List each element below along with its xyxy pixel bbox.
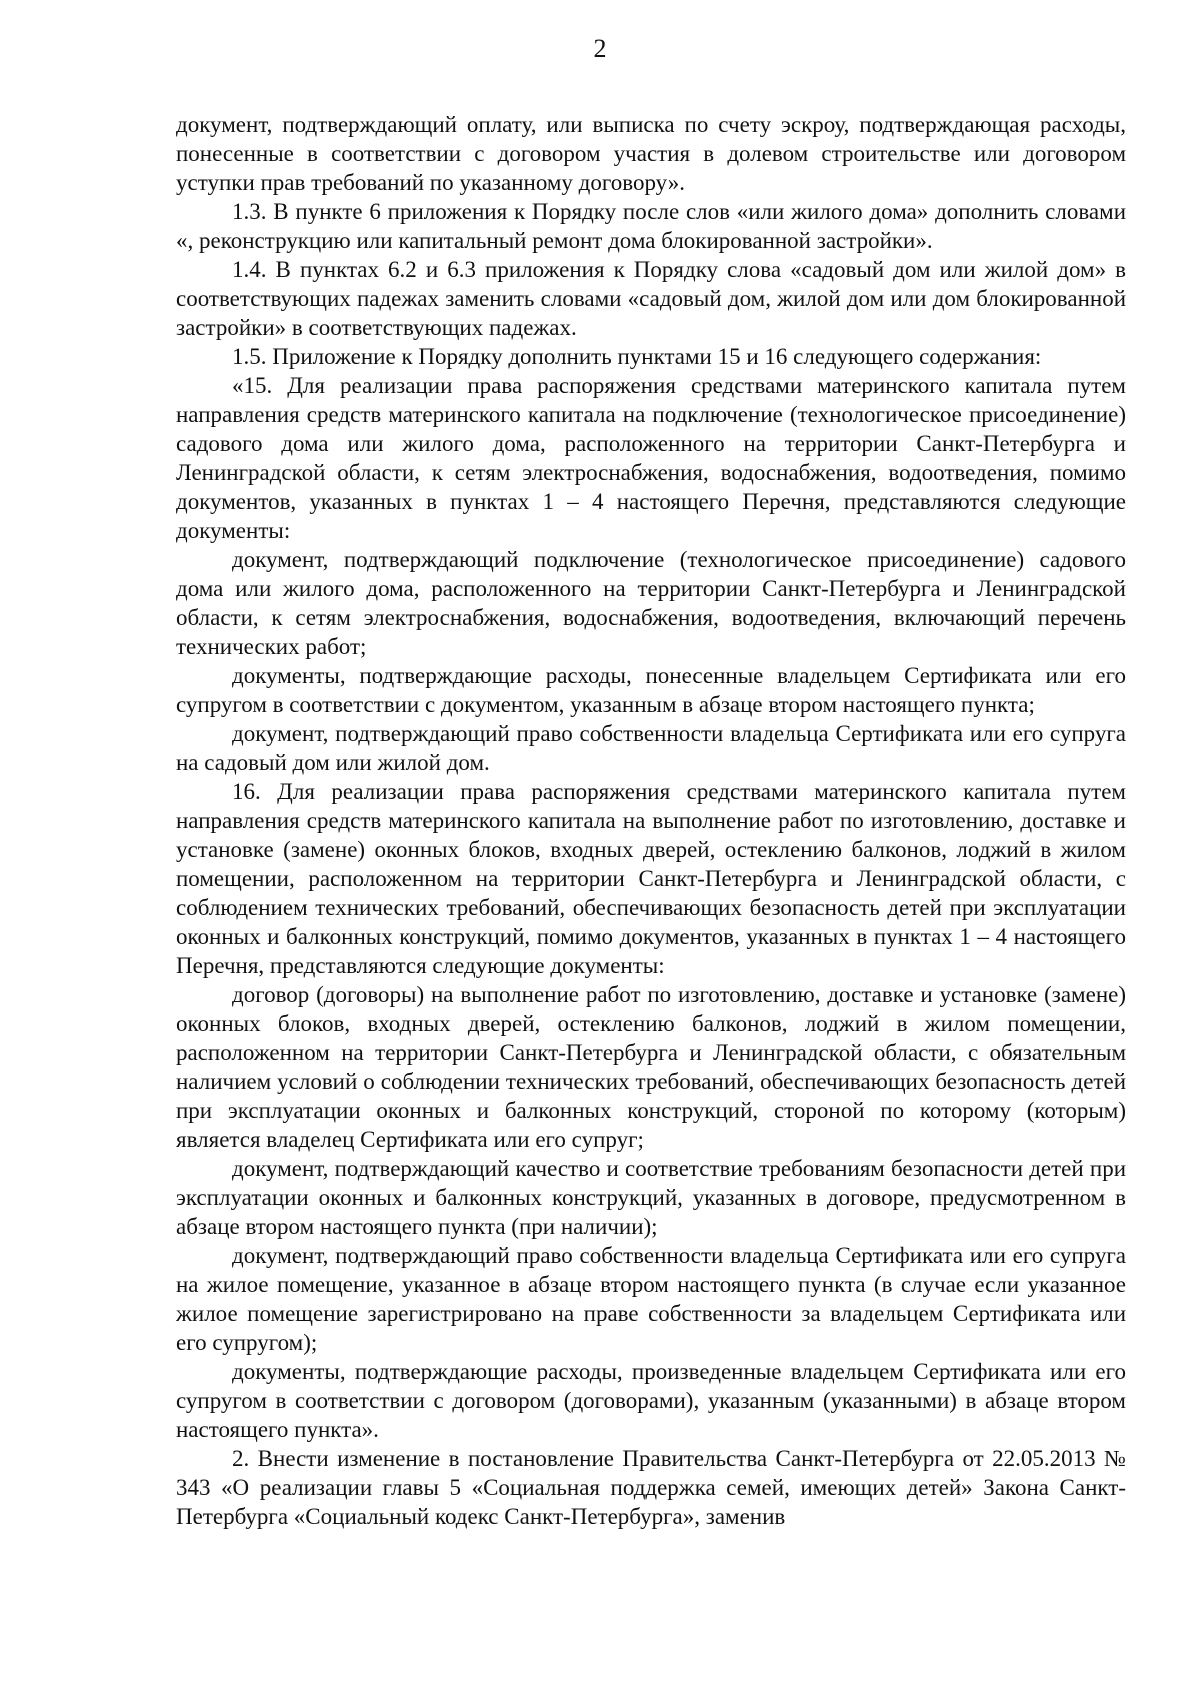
paragraph: документ, подтверждающий право собственности владельца Сертификата или его супруга на жилое помещение, указанное в абзаце втором настоящего пункта (в случае если указанное жилое помещение зарегистрировано на праве собственности за владельцем Сертификата или его супругом); [176,1243,1126,1355]
paragraph: 1.5. Приложение к Порядку дополнить пунктами 15 и 16 следующего содержания: [232,344,1042,369]
paragraph: 1.3. В пункте 6 приложения к Порядку после слов «или жилого дома» дополнить словами «, реконструкцию или капитальный ремонт дома блокированной застройки». [176,199,1126,253]
paragraph: документы, подтверждающие расходы, понесенные владельцем Сертификата или его супругом в соответствии с документом, указанным в абзаце втором настоящего пункта; [176,663,1126,717]
paragraph: документ, подтверждающий право собственности владельца Сертификата или его супруга на садовый дом или жилой дом. [176,721,1126,775]
paragraph: договор (договоры) на выполнение работ по изготовлению, доставке и установке (замене) оконных блоков, входных дверей, остеклению балконов, лоджий в жилом помещении, расположенном на территории Санкт-Петербурга и Ленинградской области, с обязательным наличием условий о соблюдении технических требований, обеспечивающих безопасность детей при эксплуатации оконных и балконных конструкций, стороной по которому (которым) является владелец Сертификата или его супруг; [176,982,1126,1152]
paragraph: документ, подтверждающий качество и соответствие требованиям безопасности детей при эксплуатации оконных и балконных конструкций, указанных в договоре, предусмотренном в абзаце втором настоящего пункта (при наличии); [176,1156,1126,1239]
page-number: 2 [593,34,607,63]
paragraph: документ, подтверждающий подключение (технологическое присоединение) садового дома или жилого дома, расположенного на территории Санкт-Петербурга и Ленинградской области, к сетям электроснабжения, водоснабжения, водоотведения, включающий перечень технических работ; [176,547,1126,659]
paragraph: 16. Для реализации права распоряжения средствами материнского капитала путем направления средств материнского капитала на выполнение работ по изготовлению, доставке и установке (замене) оконных блоков, входных дверей, остеклению балконов, лоджий в жилом помещении, расположенном на территории Санкт-Петербурга и Ленинградской области, с соблюдением технических требований, обеспечивающих безопасность детей при эксплуатации оконных и балконных конструкций, помимо документов, указанных в пунктах 1 – 4 настоящего Перечня, представляются следующие документы: [176,779,1126,978]
paragraph: 2. Внести изменение в постановление Правительства Санкт-Петербурга от 22.05.2013 № 343 «О реализации главы 5 «Социальная поддержка семей, имеющих детей» Закона Санкт-Петербурга «Социальный кодекс Санкт-Петербурга», заменив [176,1446,1126,1529]
document-body [176,110,1126,1531]
paragraph: документ, подтверждающий оплату, или выписка по счету эскроу, подтверждающая расходы, понесенные в соответствии с договором участия в долевом строительстве или договором уступки прав требований по указанному договору». [176,112,1126,195]
paragraph: документы, подтверждающие расходы, произведенные владельцем Сертификата или его супругом в соответствии с договором (договорами), указанным (указанными) в абзаце втором настоящего пункта». [176,1359,1126,1442]
paragraph: 1.4. В пунктах 6.2 и 6.3 приложения к Порядку слова «садовый дом или жилой дом» в соответствующих падежах заменить словами «садовый дом, жилой дом или дом блокированной застройки» в соответствующих падежах. [176,257,1126,340]
paragraph: «15. Для реализации права распоряжения средствами материнского капитала путем направления средств материнского капитала на подключение (технологическое присоединение) садового дома или жилого дома, расположенного на территории Санкт-Петербурга и Ленинградской области, к сетям электроснабжения, водоснабжения, водоотведения, помимо документов, указанных в пунктах 1 – 4 настоящего Перечня, представляются следующие документы: [176,373,1126,543]
